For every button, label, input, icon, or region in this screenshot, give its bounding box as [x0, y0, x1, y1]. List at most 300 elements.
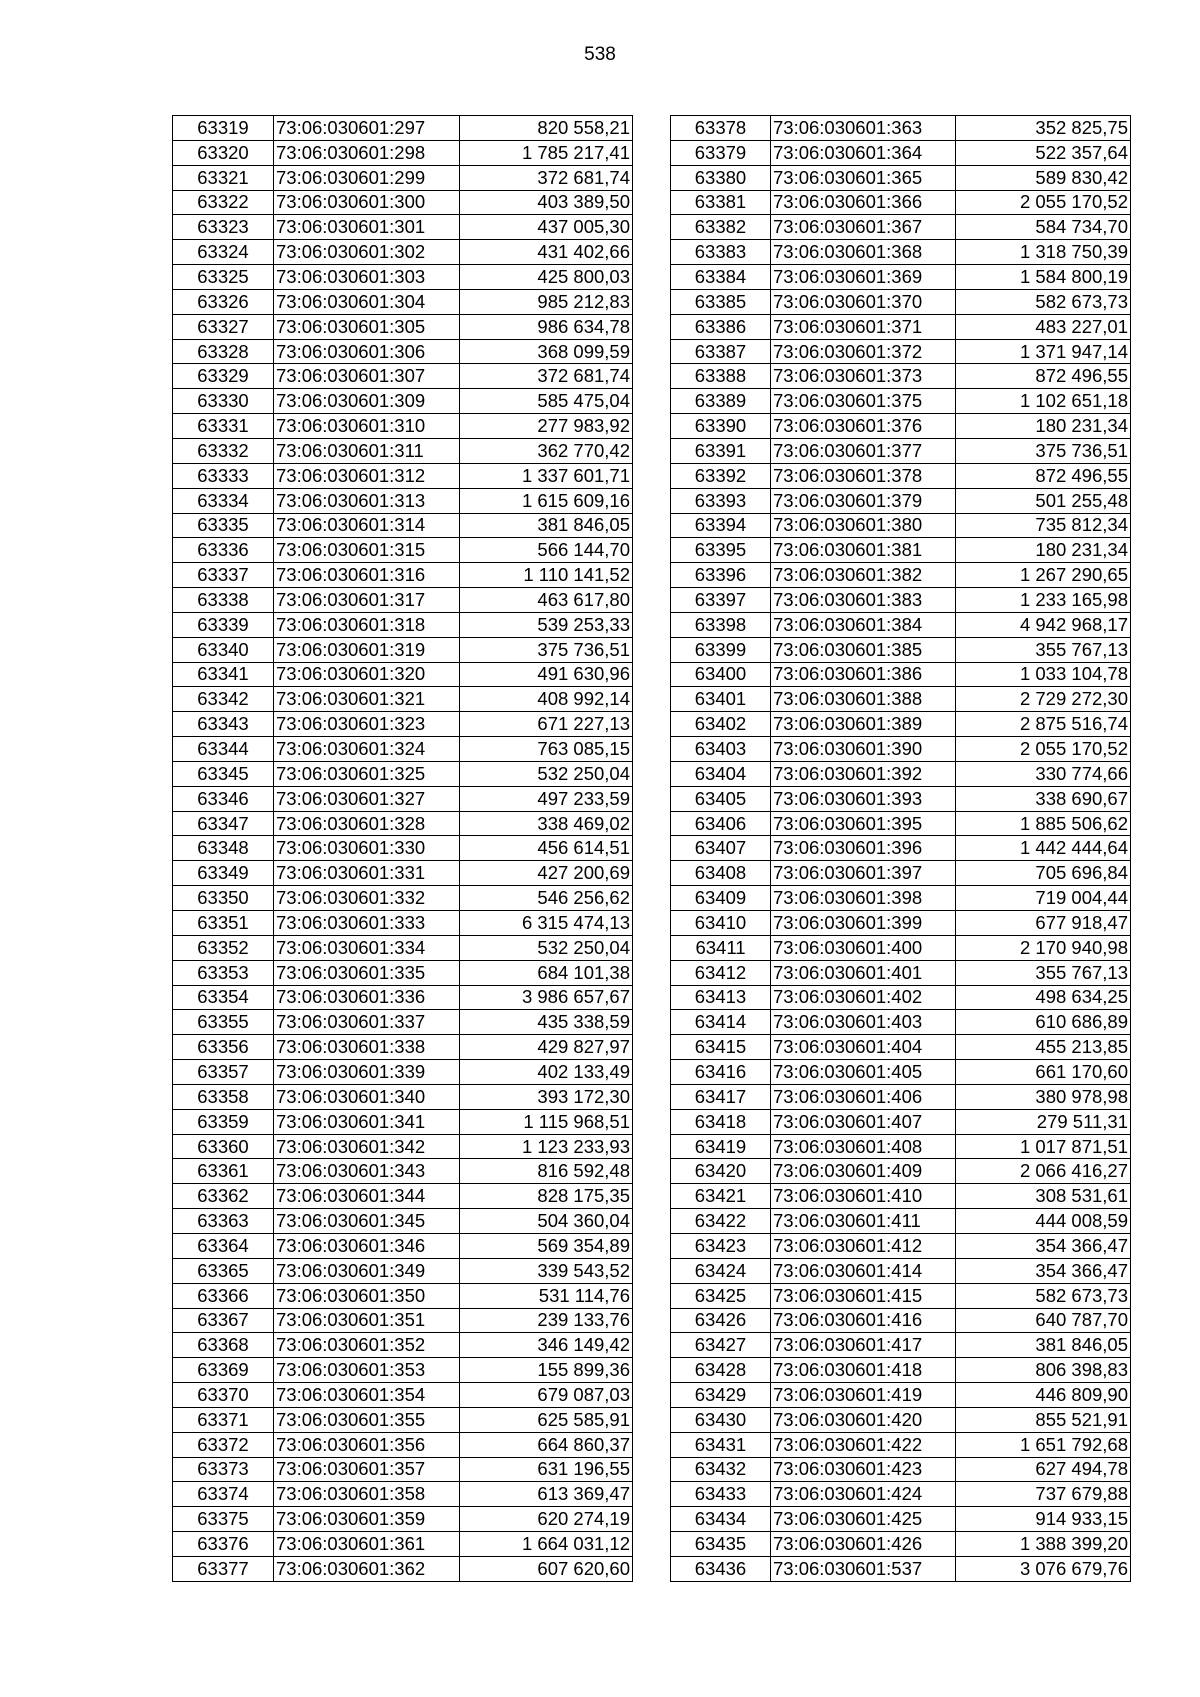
- row-number-cell: 63402: [671, 712, 771, 737]
- cadastral-value-cell: 346 149,42: [460, 1333, 633, 1358]
- cadastral-value-cell: 1 123 233,93: [460, 1134, 633, 1159]
- table-row: [671, 1209, 1131, 1234]
- table-row: [173, 886, 633, 911]
- cadastral-number-cell: 73:06:030601:388: [771, 687, 956, 712]
- row-number-cell: 63372: [173, 1432, 274, 1457]
- cadastral-value-cell: 816 592,48: [460, 1159, 633, 1184]
- row-number-cell: 63417: [671, 1084, 771, 1109]
- row-number-cell: 63355: [173, 1010, 274, 1035]
- row-number-cell: 63373: [173, 1457, 274, 1482]
- row-number-cell: 63335: [173, 513, 274, 538]
- cadastral-value-cell: 354 366,47: [956, 1233, 1131, 1258]
- table-row: [173, 1084, 633, 1109]
- table-row: [671, 637, 1131, 662]
- cadastral-number-cell: 73:06:030601:407: [771, 1109, 956, 1134]
- cadastral-value-cell: 1 584 800,19: [956, 265, 1131, 290]
- table-row: [671, 836, 1131, 861]
- cadastral-number-cell: 73:06:030601:419: [771, 1383, 956, 1408]
- row-number-cell: 63376: [173, 1532, 274, 1557]
- cadastral-value-cell: 446 809,90: [956, 1383, 1131, 1408]
- cadastral-value-cell: 828 175,35: [460, 1184, 633, 1209]
- cadastral-value-cell: 566 144,70: [460, 538, 633, 563]
- cadastral-value-cell: 1 267 290,65: [956, 563, 1131, 588]
- cadastral-value-cell: 532 250,04: [460, 935, 633, 960]
- cadastral-number-cell: 73:06:030601:346: [274, 1233, 460, 1258]
- cadastral-value-cell: 719 004,44: [956, 886, 1131, 911]
- cadastral-value-cell: 372 681,74: [460, 364, 633, 389]
- cadastral-value-cell: 1 388 399,20: [956, 1532, 1131, 1557]
- cadastral-value-cell: 735 812,34: [956, 513, 1131, 538]
- table-row: [173, 1432, 633, 1457]
- cadastral-number-cell: 73:06:030601:390: [771, 737, 956, 762]
- table-row: [173, 1358, 633, 1383]
- table-row: [173, 1457, 633, 1482]
- row-number-cell: 63328: [173, 339, 274, 364]
- cadastral-value-cell: 362 770,42: [460, 438, 633, 463]
- row-number-cell: 63389: [671, 389, 771, 414]
- row-number-cell: 63354: [173, 985, 274, 1010]
- cadastral-number-cell: 73:06:030601:319: [274, 637, 460, 662]
- row-number-cell: 63359: [173, 1109, 274, 1134]
- cadastral-value-cell: 1 785 217,41: [460, 140, 633, 165]
- cadastral-value-cell: 1 337 601,71: [460, 463, 633, 488]
- cadastral-number-cell: 73:06:030601:383: [771, 588, 956, 613]
- row-number-cell: 63338: [173, 588, 274, 613]
- table-row: [671, 1084, 1131, 1109]
- cadastral-value-cell: 1 885 506,62: [956, 811, 1131, 836]
- row-number-cell: 63329: [173, 364, 274, 389]
- row-number-cell: 63413: [671, 985, 771, 1010]
- cadastral-number-cell: 73:06:030601:366: [771, 190, 956, 215]
- cadastral-value-cell: 355 767,13: [956, 960, 1131, 985]
- row-number-cell: 63353: [173, 960, 274, 985]
- table-row: [173, 1283, 633, 1308]
- cadastral-number-cell: 73:06:030601:376: [771, 414, 956, 439]
- row-number-cell: 63378: [671, 116, 771, 141]
- table-row: [173, 1233, 633, 1258]
- left-table-body: [173, 116, 633, 1582]
- row-number-cell: 63429: [671, 1383, 771, 1408]
- row-number-cell: 63425: [671, 1283, 771, 1308]
- table-row: [671, 538, 1131, 563]
- table-row: [671, 712, 1131, 737]
- cadastral-value-cell: 820 558,21: [460, 116, 633, 141]
- cadastral-value-cell: 381 846,05: [460, 513, 633, 538]
- table-row: [173, 960, 633, 985]
- cadastral-value-cell: 985 212,83: [460, 289, 633, 314]
- row-number-cell: 63358: [173, 1084, 274, 1109]
- cadastral-value-cell: 339 543,52: [460, 1258, 633, 1283]
- table-row: [671, 1035, 1131, 1060]
- row-number-cell: 63325: [173, 265, 274, 290]
- cadastral-number-cell: 73:06:030601:339: [274, 1060, 460, 1085]
- cadastral-number-cell: 73:06:030601:330: [274, 836, 460, 861]
- table-row: [173, 1010, 633, 1035]
- cadastral-number-cell: 73:06:030601:344: [274, 1184, 460, 1209]
- table-row: [671, 265, 1131, 290]
- cadastral-value-cell: 444 008,59: [956, 1209, 1131, 1234]
- cadastral-value-cell: 393 172,30: [460, 1084, 633, 1109]
- cadastral-number-cell: 73:06:030601:380: [771, 513, 956, 538]
- table-row: [173, 1184, 633, 1209]
- table-row: [173, 687, 633, 712]
- cadastral-number-cell: 73:06:030601:379: [771, 488, 956, 513]
- cadastral-number-cell: 73:06:030601:356: [274, 1432, 460, 1457]
- cadastral-value-cell: 504 360,04: [460, 1209, 633, 1234]
- cadastral-number-cell: 73:06:030601:385: [771, 637, 956, 662]
- page-number: 538: [584, 44, 616, 65]
- cadastral-value-cell: 546 256,62: [460, 886, 633, 911]
- row-number-cell: 63409: [671, 886, 771, 911]
- cadastral-value-cell: 631 196,55: [460, 1457, 633, 1482]
- cadastral-number-cell: 73:06:030601:305: [274, 314, 460, 339]
- table-row: [671, 662, 1131, 687]
- table-row: [173, 438, 633, 463]
- table-row: [671, 588, 1131, 613]
- cadastral-number-cell: 73:06:030601:324: [274, 737, 460, 762]
- cadastral-number-cell: 73:06:030601:408: [771, 1134, 956, 1159]
- table-row: [671, 737, 1131, 762]
- cadastral-number-cell: 73:06:030601:353: [274, 1358, 460, 1383]
- row-number-cell: 63360: [173, 1134, 274, 1159]
- cadastral-value-cell: 402 133,49: [460, 1060, 633, 1085]
- table-row: [671, 687, 1131, 712]
- cadastral-value-cell: 640 787,70: [956, 1308, 1131, 1333]
- cadastral-value-cell: 427 200,69: [460, 861, 633, 886]
- cadastral-number-cell: 73:06:030601:362: [274, 1556, 460, 1581]
- table-row: [173, 861, 633, 886]
- cadastral-value-cell: 239 133,76: [460, 1308, 633, 1333]
- row-number-cell: 63351: [173, 911, 274, 936]
- cadastral-value-cell: 1 033 104,78: [956, 662, 1131, 687]
- table-row: [671, 1060, 1131, 1085]
- cadastral-number-cell: 73:06:030601:411: [771, 1209, 956, 1234]
- cadastral-number-cell: 73:06:030601:367: [771, 215, 956, 240]
- cadastral-number-cell: 73:06:030601:405: [771, 1060, 956, 1085]
- cadastral-value-cell: 584 734,70: [956, 215, 1131, 240]
- row-number-cell: 63337: [173, 563, 274, 588]
- cadastral-number-cell: 73:06:030601:417: [771, 1333, 956, 1358]
- cadastral-value-cell: 1 110 141,52: [460, 563, 633, 588]
- table-row: [173, 612, 633, 637]
- cadastral-number-cell: 73:06:030601:416: [771, 1308, 956, 1333]
- row-number-cell: 63436: [671, 1556, 771, 1581]
- cadastral-number-cell: 73:06:030601:371: [771, 314, 956, 339]
- row-number-cell: 63391: [671, 438, 771, 463]
- cadastral-number-cell: 73:06:030601:375: [771, 389, 956, 414]
- cadastral-value-cell: 872 496,55: [956, 463, 1131, 488]
- table-row: [671, 1482, 1131, 1507]
- row-number-cell: 63403: [671, 737, 771, 762]
- cadastral-number-cell: 73:06:030601:389: [771, 712, 956, 737]
- cadastral-number-cell: 73:06:030601:398: [771, 886, 956, 911]
- cadastral-value-cell: 3 986 657,67: [460, 985, 633, 1010]
- row-number-cell: 63426: [671, 1308, 771, 1333]
- row-number-cell: 63330: [173, 389, 274, 414]
- cadastral-number-cell: 73:06:030601:377: [771, 438, 956, 463]
- cadastral-value-cell: 498 634,25: [956, 985, 1131, 1010]
- cadastral-number-cell: 73:06:030601:415: [771, 1283, 956, 1308]
- cadastral-value-cell: 437 005,30: [460, 215, 633, 240]
- table-row: [671, 1383, 1131, 1408]
- table-row: [671, 1432, 1131, 1457]
- cadastral-value-cell: 1 651 792,68: [956, 1432, 1131, 1457]
- table-row: [671, 1556, 1131, 1581]
- cadastral-number-cell: 73:06:030601:307: [274, 364, 460, 389]
- row-number-cell: 63320: [173, 140, 274, 165]
- row-number-cell: 63375: [173, 1507, 274, 1532]
- row-number-cell: 63432: [671, 1457, 771, 1482]
- cadastral-value-cell: 1 318 750,39: [956, 240, 1131, 265]
- cadastral-value-cell: 501 255,48: [956, 488, 1131, 513]
- cadastral-number-cell: 73:06:030601:392: [771, 761, 956, 786]
- cadastral-value-cell: 463 617,80: [460, 588, 633, 613]
- cadastral-number-cell: 73:06:030601:342: [274, 1134, 460, 1159]
- cadastral-value-cell: 737 679,88: [956, 1482, 1131, 1507]
- table-row: [671, 1233, 1131, 1258]
- cadastral-value-cell: 763 085,15: [460, 737, 633, 762]
- table-row: [173, 339, 633, 364]
- table-row: [173, 1134, 633, 1159]
- table-row: [671, 935, 1131, 960]
- row-number-cell: 63327: [173, 314, 274, 339]
- table-row: [173, 1159, 633, 1184]
- cadastral-number-cell: 73:06:030601:370: [771, 289, 956, 314]
- row-number-cell: 63406: [671, 811, 771, 836]
- cadastral-number-cell: 73:06:030601:334: [274, 935, 460, 960]
- table-row: [173, 165, 633, 190]
- row-number-cell: 63422: [671, 1209, 771, 1234]
- row-number-cell: 63344: [173, 737, 274, 762]
- cadastral-value-cell: 986 634,78: [460, 314, 633, 339]
- cadastral-value-cell: 532 250,04: [460, 761, 633, 786]
- table-row: [173, 911, 633, 936]
- row-number-cell: 63390: [671, 414, 771, 439]
- row-number-cell: 63410: [671, 911, 771, 936]
- row-number-cell: 63385: [671, 289, 771, 314]
- cadastral-number-cell: 73:06:030601:401: [771, 960, 956, 985]
- cadastral-number-cell: 73:06:030601:327: [274, 786, 460, 811]
- cadastral-number-cell: 73:06:030601:312: [274, 463, 460, 488]
- cadastral-number-cell: 73:06:030601:340: [274, 1084, 460, 1109]
- table-row: [173, 116, 633, 141]
- row-number-cell: 63365: [173, 1258, 274, 1283]
- cadastral-number-cell: 73:06:030601:333: [274, 911, 460, 936]
- cadastral-value-cell: 180 231,34: [956, 414, 1131, 439]
- cadastral-number-cell: 73:06:030601:354: [274, 1383, 460, 1408]
- table-row: [173, 364, 633, 389]
- cadastral-number-cell: 73:06:030601:351: [274, 1308, 460, 1333]
- row-number-cell: 63331: [173, 414, 274, 439]
- row-number-cell: 63374: [173, 1482, 274, 1507]
- cadastral-value-cell: 569 354,89: [460, 1233, 633, 1258]
- cadastral-number-cell: 73:06:030601:410: [771, 1184, 956, 1209]
- table-row: [173, 811, 633, 836]
- cadastral-number-cell: 73:06:030601:306: [274, 339, 460, 364]
- cadastral-value-cell: 375 736,51: [956, 438, 1131, 463]
- cadastral-number-cell: 73:06:030601:422: [771, 1432, 956, 1457]
- table-row: [173, 935, 633, 960]
- row-number-cell: 63423: [671, 1233, 771, 1258]
- cadastral-value-cell: 1 233 165,98: [956, 588, 1131, 613]
- table-row: [671, 289, 1131, 314]
- row-number-cell: 63431: [671, 1432, 771, 1457]
- row-number-cell: 63418: [671, 1109, 771, 1134]
- table-row: [671, 314, 1131, 339]
- cadastral-number-cell: 73:06:030601:300: [274, 190, 460, 215]
- cadastral-number-cell: 73:06:030601:317: [274, 588, 460, 613]
- row-number-cell: 63345: [173, 761, 274, 786]
- row-number-cell: 63393: [671, 488, 771, 513]
- row-number-cell: 63420: [671, 1159, 771, 1184]
- table-row: [671, 414, 1131, 439]
- cadastral-number-cell: 73:06:030601:396: [771, 836, 956, 861]
- row-number-cell: 63339: [173, 612, 274, 637]
- cadastral-value-cell: 2 875 516,74: [956, 712, 1131, 737]
- row-number-cell: 63321: [173, 165, 274, 190]
- table-row: [671, 488, 1131, 513]
- cadastral-value-cell: 435 338,59: [460, 1010, 633, 1035]
- cadastral-value-cell: 2 066 416,27: [956, 1159, 1131, 1184]
- table-row: [173, 836, 633, 861]
- row-number-cell: 63381: [671, 190, 771, 215]
- row-number-cell: 63366: [173, 1283, 274, 1308]
- table-row: [671, 811, 1131, 836]
- cadastral-number-cell: 73:06:030601:352: [274, 1333, 460, 1358]
- cadastral-value-cell: 277 983,92: [460, 414, 633, 439]
- cadastral-number-cell: 73:06:030601:341: [274, 1109, 460, 1134]
- table-row: [671, 215, 1131, 240]
- row-number-cell: 63340: [173, 637, 274, 662]
- cadastral-number-cell: 73:06:030601:299: [274, 165, 460, 190]
- cadastral-number-cell: 73:06:030601:320: [274, 662, 460, 687]
- cadastral-value-cell: 620 274,19: [460, 1507, 633, 1532]
- table-row: [173, 737, 633, 762]
- table-row: [173, 1383, 633, 1408]
- cadastral-number-cell: 73:06:030601:382: [771, 563, 956, 588]
- cadastral-number-cell: 73:06:030601:349: [274, 1258, 460, 1283]
- row-number-cell: 63377: [173, 1556, 274, 1581]
- cadastral-number-cell: 73:06:030601:350: [274, 1283, 460, 1308]
- table-row: [173, 761, 633, 786]
- cadastral-number-cell: 73:06:030601:358: [274, 1482, 460, 1507]
- cadastral-number-cell: 73:06:030601:336: [274, 985, 460, 1010]
- table-row: [671, 563, 1131, 588]
- cadastral-number-cell: 73:06:030601:402: [771, 985, 956, 1010]
- row-number-cell: 63350: [173, 886, 274, 911]
- row-number-cell: 63401: [671, 687, 771, 712]
- cadastral-value-cell: 610 686,89: [956, 1010, 1131, 1035]
- cadastral-value-cell: 2 055 170,52: [956, 190, 1131, 215]
- cadastral-value-cell: 664 860,37: [460, 1432, 633, 1457]
- row-number-cell: 63379: [671, 140, 771, 165]
- cadastral-number-cell: 73:06:030601:321: [274, 687, 460, 712]
- right-registry-table: [670, 115, 1131, 1582]
- table-row: [173, 513, 633, 538]
- cadastral-value-cell: 1 115 968,51: [460, 1109, 633, 1134]
- table-row: [671, 1283, 1131, 1308]
- table-row: [173, 1482, 633, 1507]
- cadastral-number-cell: 73:06:030601:365: [771, 165, 956, 190]
- table-row: [671, 612, 1131, 637]
- row-number-cell: 63387: [671, 339, 771, 364]
- cadastral-value-cell: 425 800,03: [460, 265, 633, 290]
- cadastral-number-cell: 73:06:030601:311: [274, 438, 460, 463]
- cadastral-number-cell: 73:06:030601:314: [274, 513, 460, 538]
- row-number-cell: 63326: [173, 289, 274, 314]
- cadastral-value-cell: 375 736,51: [460, 637, 633, 662]
- cadastral-value-cell: 338 469,02: [460, 811, 633, 836]
- table-row: [671, 513, 1131, 538]
- table-row: [173, 1556, 633, 1581]
- table-row: [173, 1507, 633, 1532]
- cadastral-number-cell: 73:06:030601:364: [771, 140, 956, 165]
- row-number-cell: 63394: [671, 513, 771, 538]
- cadastral-value-cell: 671 227,13: [460, 712, 633, 737]
- row-number-cell: 63407: [671, 836, 771, 861]
- cadastral-number-cell: 73:06:030601:355: [274, 1407, 460, 1432]
- row-number-cell: 63334: [173, 488, 274, 513]
- cadastral-number-cell: 73:06:030601:315: [274, 538, 460, 563]
- right-table-body: [671, 116, 1131, 1582]
- cadastral-value-cell: 355 767,13: [956, 637, 1131, 662]
- cadastral-number-cell: 73:06:030601:373: [771, 364, 956, 389]
- row-number-cell: 63384: [671, 265, 771, 290]
- cadastral-value-cell: 497 233,59: [460, 786, 633, 811]
- table-row: [671, 339, 1131, 364]
- table-row: [671, 438, 1131, 463]
- cadastral-number-cell: 73:06:030601:325: [274, 761, 460, 786]
- cadastral-number-cell: 73:06:030601:425: [771, 1507, 956, 1532]
- row-number-cell: 63416: [671, 1060, 771, 1085]
- row-number-cell: 63419: [671, 1134, 771, 1159]
- cadastral-value-cell: 679 087,03: [460, 1383, 633, 1408]
- cadastral-value-cell: 1 442 444,64: [956, 836, 1131, 861]
- cadastral-value-cell: 627 494,78: [956, 1457, 1131, 1482]
- table-row: [671, 190, 1131, 215]
- cadastral-value-cell: 308 531,61: [956, 1184, 1131, 1209]
- row-number-cell: 63349: [173, 861, 274, 886]
- row-number-cell: 63412: [671, 960, 771, 985]
- table-row: [671, 985, 1131, 1010]
- cadastral-value-cell: 1 102 651,18: [956, 389, 1131, 414]
- cadastral-value-cell: 1 615 609,16: [460, 488, 633, 513]
- cadastral-number-cell: 73:06:030601:318: [274, 612, 460, 637]
- row-number-cell: 63392: [671, 463, 771, 488]
- table-row: [671, 911, 1131, 936]
- cadastral-value-cell: 677 918,47: [956, 911, 1131, 936]
- row-number-cell: 63324: [173, 240, 274, 265]
- cadastral-value-cell: 3 076 679,76: [956, 1556, 1131, 1581]
- row-number-cell: 63322: [173, 190, 274, 215]
- row-number-cell: 63430: [671, 1407, 771, 1432]
- cadastral-number-cell: 73:06:030601:316: [274, 563, 460, 588]
- table-row: [671, 1407, 1131, 1432]
- table-row: [173, 662, 633, 687]
- cadastral-number-cell: 73:06:030601:386: [771, 662, 956, 687]
- cadastral-number-cell: 73:06:030601:420: [771, 1407, 956, 1432]
- table-row: [671, 1184, 1131, 1209]
- cadastral-value-cell: 408 992,14: [460, 687, 633, 712]
- table-row: [671, 1532, 1131, 1557]
- cadastral-value-cell: 456 614,51: [460, 836, 633, 861]
- table-row: [173, 1209, 633, 1234]
- cadastral-value-cell: 352 825,75: [956, 116, 1131, 141]
- cadastral-number-cell: 73:06:030601:328: [274, 811, 460, 836]
- row-number-cell: 63382: [671, 215, 771, 240]
- row-number-cell: 63395: [671, 538, 771, 563]
- cadastral-value-cell: 1 664 031,12: [460, 1532, 633, 1557]
